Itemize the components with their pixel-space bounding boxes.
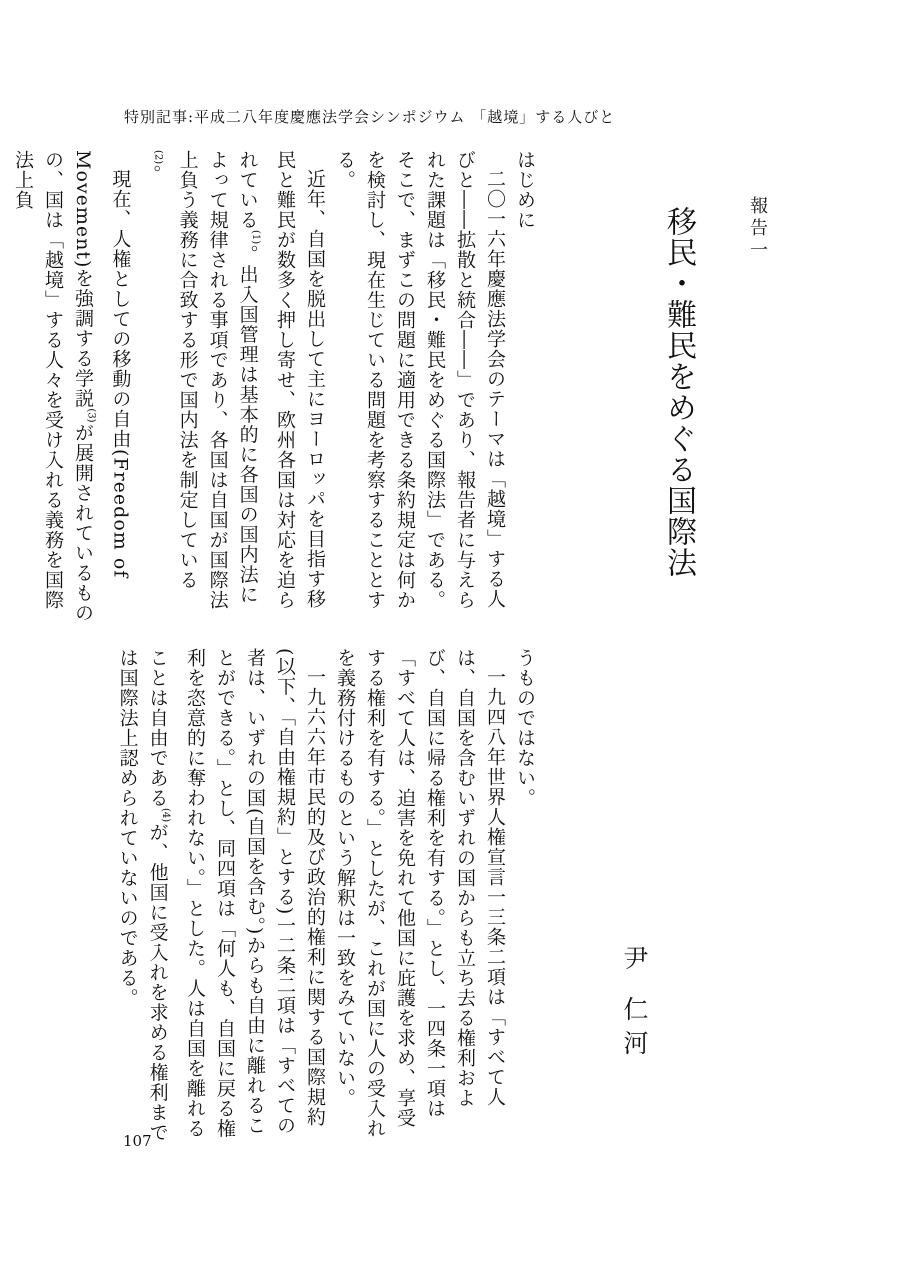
paragraph: 一九六六年市民的及び政治的権利に関する国際規約(以下、「自由権規約」とする)一二条二項は「すべての者は、いずれの国(自国を含む。)からも自由に離れることができる。」とし、同四項は「何人も、自国に戻る権利を恣意的に奪われない。」とした。人は自国を離れることは自由である$^{(4)}$が、他国に受入れを求める権利までは国際法上認められていないのである。 (116, 648, 326, 1143)
paragraph-continuation: うものではない。 (514, 648, 536, 808)
section-heading: はじめに (514, 150, 536, 230)
paragraph: 近年、自国を脱出して主にヨーロッパを目指す移民と難民が数多く押し寄せ、欧州各国は対応を迫られている$^{(1)}$。出入国管理は基本的に各国の国内法によって規律される事項であり、各国は自国が国際法上負う義務に合致する形で国内法を制定している$^{(2)}$。 (139, 150, 326, 610)
footnote-ref: (2) (152, 150, 164, 165)
paragraph: 一九四八年世界人権宣言一三条二項は「すべて人は、自国を含むいずれの国からも立ち去る権利および、自国に帰る権利を有する。」とし、一四条一項は「すべて人は、迫害を免れて他国に庇護を求め、享受する権利を有する。」としたが、これが国に人の受入れを義務付けるものという解釈は一致をみていない。 (334, 648, 506, 1139)
footnote-ref: (3) (85, 408, 97, 423)
paragraph: 現在、人権としての移動の自由(Freedom of Movement)を強調する学説$^{(3)}$が展開されているものの、国は「越境」する人々を受け入れる義務を国際法上負 (12, 150, 132, 623)
title-block (656, 150, 770, 630)
author-name: 尹 仁河 (620, 945, 649, 1064)
text-band-upper (12, 150, 540, 624)
report-label: 報告一 (747, 196, 768, 262)
paragraph: 二〇一六年慶應法学会のテーマは「越境」する人びと――拡散と統合――」であり、報告者に与えられた課題は「移民・難民をめぐる国際法」である。そこで、まずこの問題に適用できる条約規定は何かを検討し、現在生じている問題を考察することとする。 (334, 150, 506, 610)
footnote-ref: (4) (160, 808, 171, 823)
footnote-ref: (1) (250, 230, 261, 245)
series-header: 特別記事:平成二八年度慶應法学会シンポジウム 「越境」する人びと (124, 108, 616, 126)
article-title: 移民・難民をめぐる国際法 (661, 206, 696, 578)
page-number: 107 (123, 1132, 152, 1150)
text-band-lower (78, 648, 540, 1144)
